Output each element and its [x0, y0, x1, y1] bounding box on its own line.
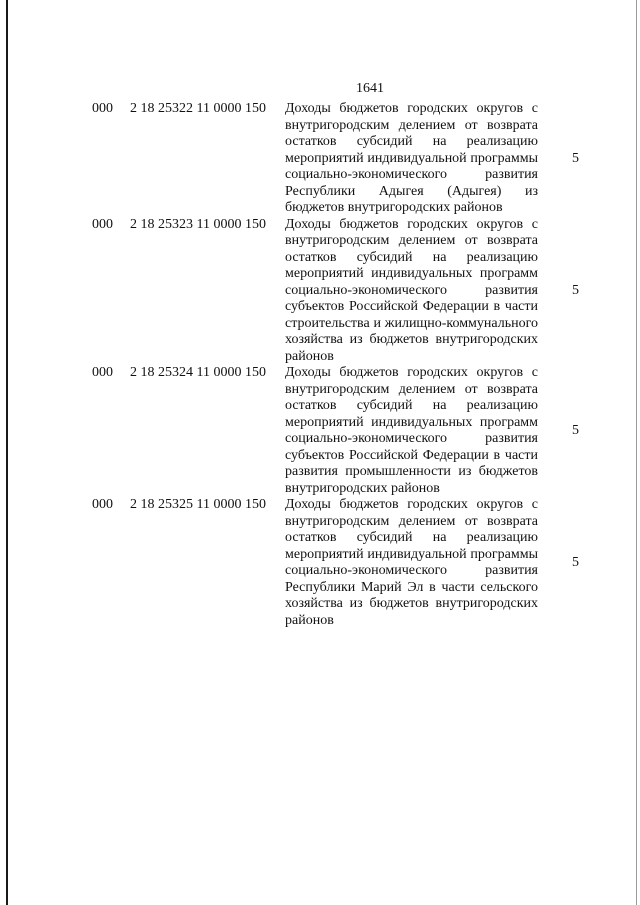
- budget-classification-code: 2 18 25324 11 0000 150: [130, 365, 266, 380]
- budget-classification-code: 2 18 25322 11 0000 150: [130, 101, 266, 116]
- table-row: [0, 217, 640, 366]
- table-row: [0, 365, 640, 497]
- table-row: [0, 101, 640, 217]
- budget-classification-code: 2 18 25323 11 0000 150: [130, 216, 266, 232]
- amount-value: 5: [572, 282, 579, 298]
- amount-value: 5: [572, 422, 579, 438]
- revenue-description: Доходы бюджетов городских округов с внутригородским делением от возврата остатков субсидий на реализацию мероприятий индивидуальной программы социально-экономического развития Республики Марий Эл в части сельского хозяйства из бюджетов внутригородских районов: [285, 497, 538, 628]
- revenue-code-table: [0, 101, 640, 629]
- page-number: 1641: [356, 81, 384, 96]
- amount-value: 5: [572, 554, 579, 570]
- admin-code: 000: [92, 497, 113, 512]
- admin-code: 000: [92, 101, 113, 116]
- admin-code: 000: [92, 365, 113, 380]
- budget-classification-code: 2 18 25325 11 0000 150: [130, 497, 266, 512]
- table-row: [0, 497, 640, 629]
- amount-value: 5: [572, 150, 579, 166]
- revenue-description: Доходы бюджетов городских округов с внутригородским делением от возврата остатков субсидий на реализацию мероприятий индивидуальных программ социально-экономического развития субъектов Российской Федерации в части развития промышленности из бюджетов внутригородских районов: [285, 365, 538, 496]
- admin-code: 000: [92, 216, 113, 232]
- revenue-description: Доходы бюджетов городских округов с внутригородским делением от возврата остатков субсидий на реализацию мероприятий индивидуальной программы социально-экономического развития Республики Адыгея (Адыгея) из бюджетов внутригородских районов: [285, 101, 538, 215]
- revenue-description: Доходы бюджетов городских округов с внутригородским делением от возврата остатков субсидий на реализацию мероприятий индивидуальных программ социально-экономического развития субъектов Российской Федерации в части строительства и жилищно-коммунального хозяйства из бюджетов внутригородских районов: [285, 216, 538, 364]
